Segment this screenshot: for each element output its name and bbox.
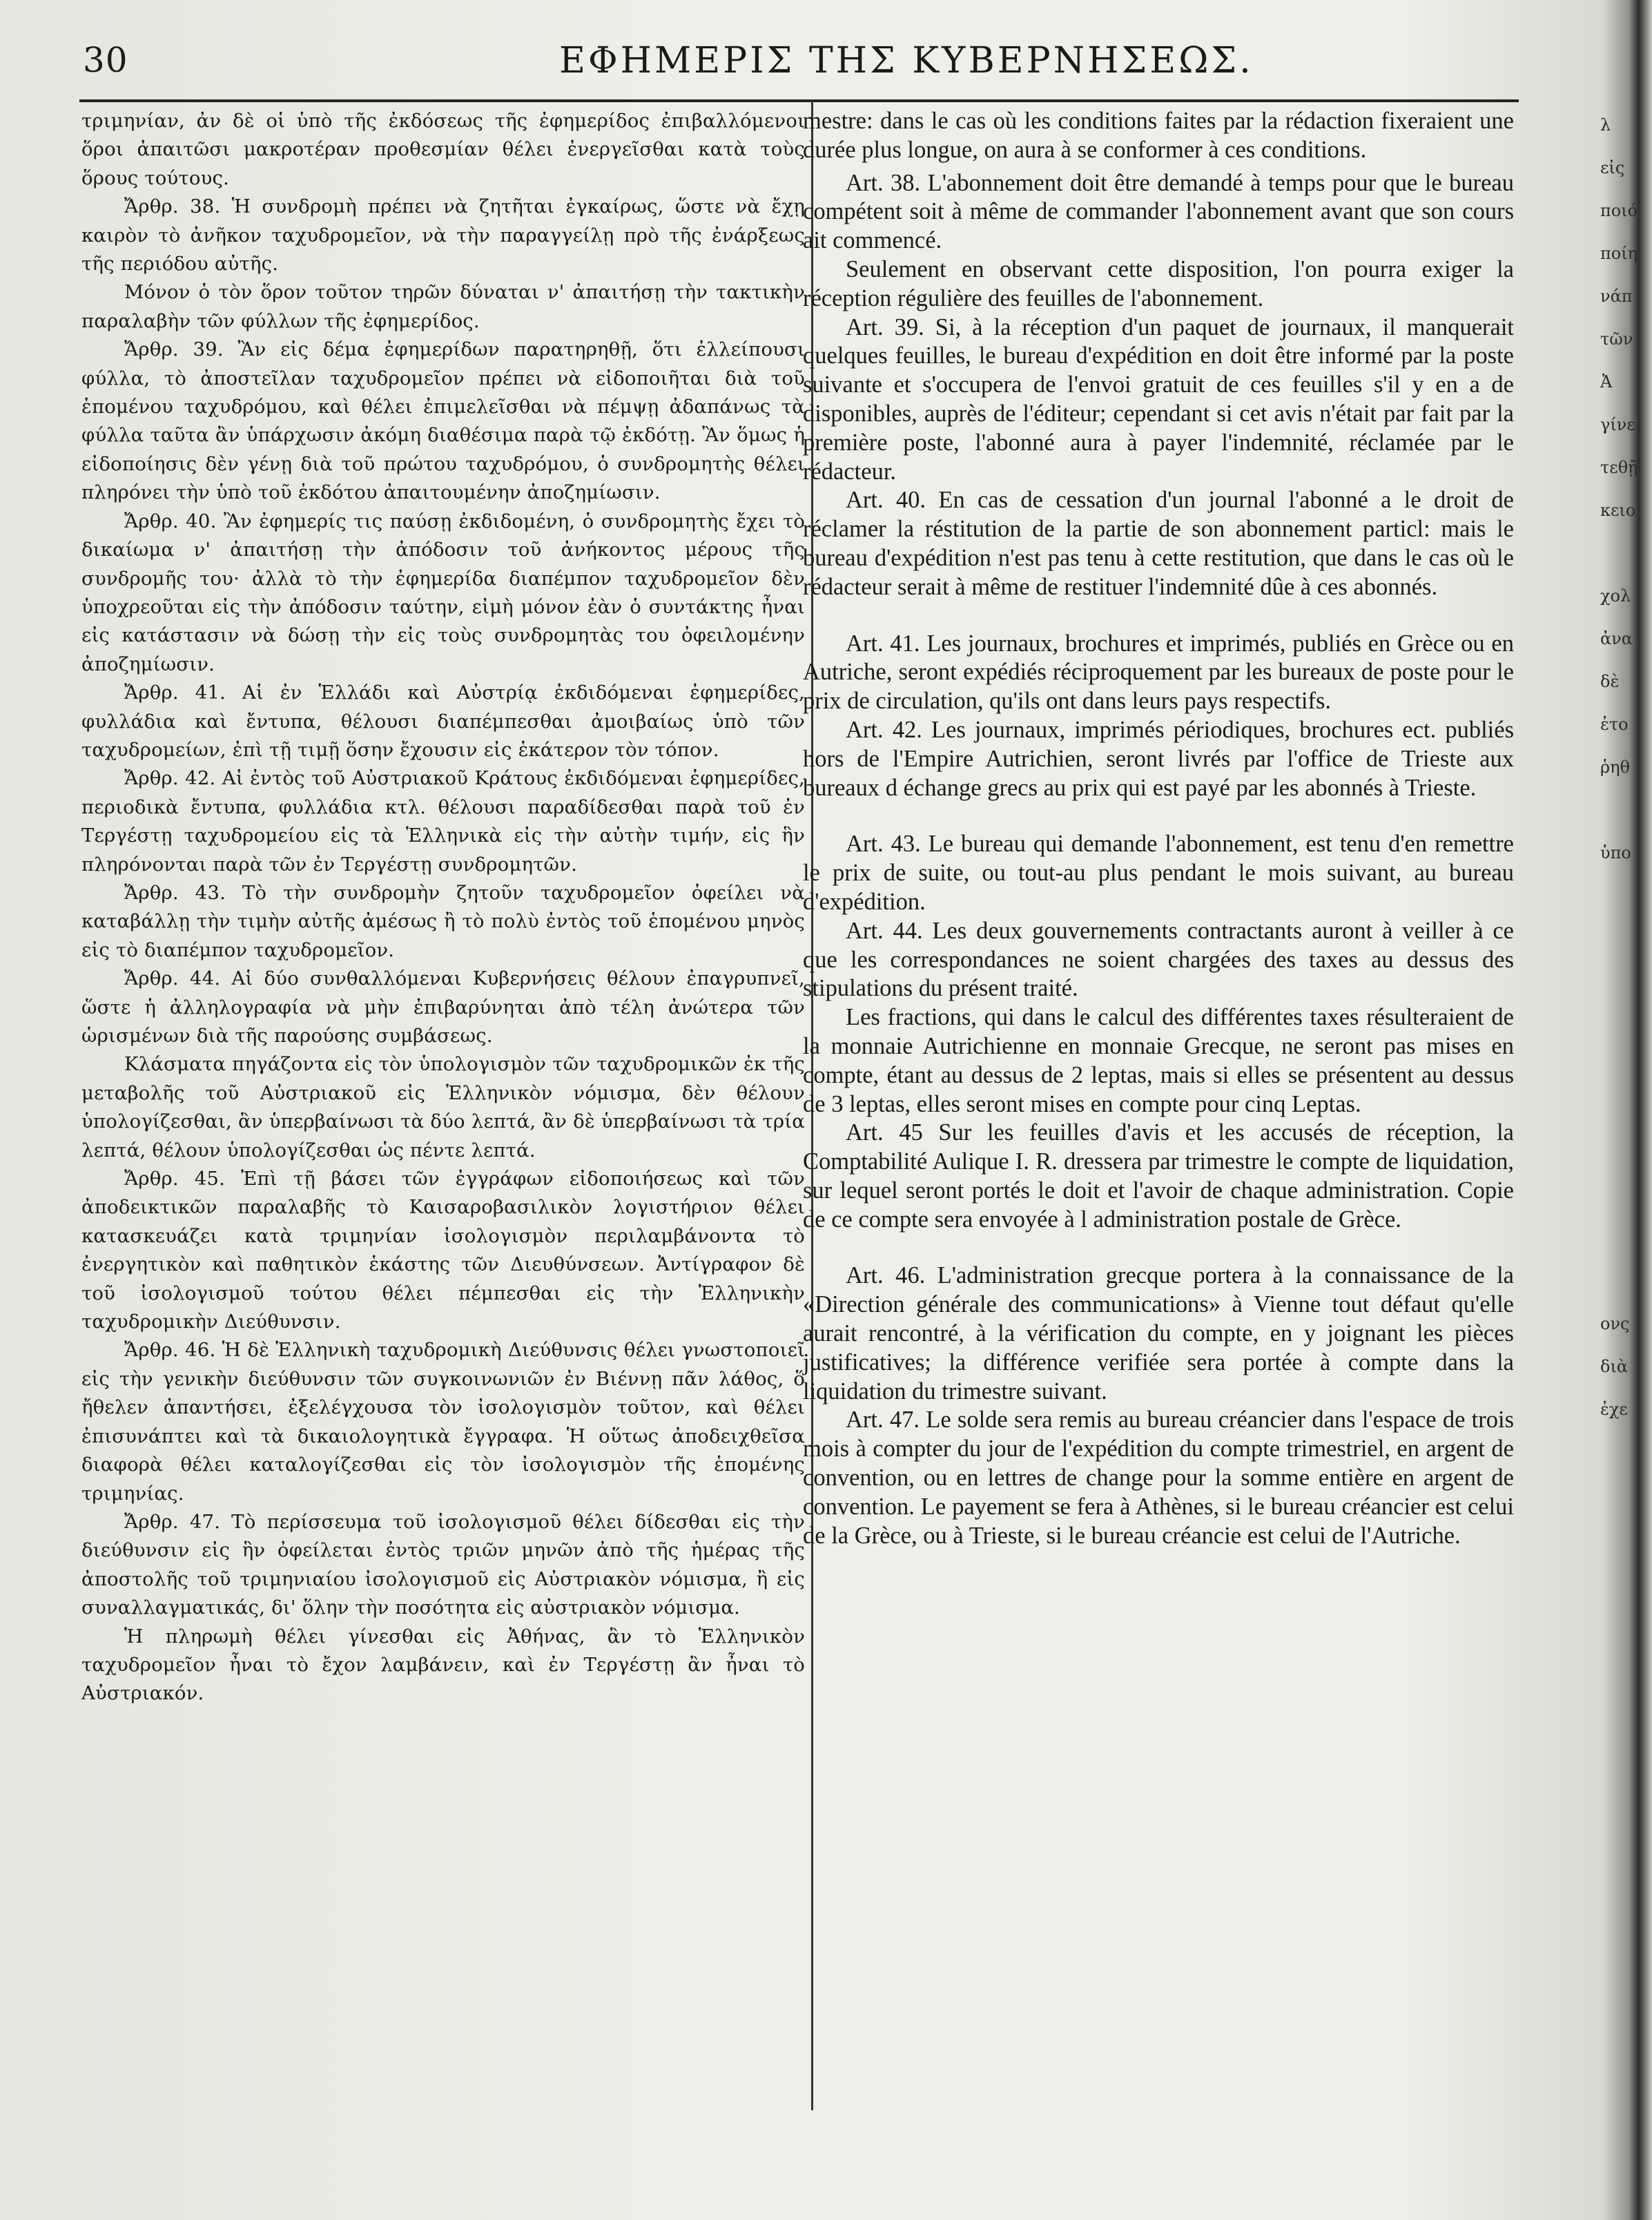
adjacent-page-edge bbox=[1600, 104, 1652, 2106]
page-header bbox=[83, 40, 1574, 88]
adjacent-page-fragment: ἐχε bbox=[1600, 1400, 1628, 1419]
greek-paragraph: Ἡ πληρωμὴ θέλει γίνεσθαι εἰς Ἀθήνας, ἂν τὸ Ἑλληνικὸν ταχυδρομεῖον ἦναι τὸ ἔχον λαμβάνειν, καὶ ἐν Τεργέστῃ ἂν ἦναι τὸ Αὐστριακόν. bbox=[81, 1625, 805, 1705]
adjacent-page-fragment: ἀνα bbox=[1600, 629, 1633, 648]
greek-paragraph: Μόνον ὁ τὸν ὅρον τοῦτον τηρῶν δύναται ν' ἀπαιτήσῃ τὴν τακτικὴν παραλαβὴν τῶν φύλλων τῆς ἐφημερίδος. bbox=[81, 281, 805, 332]
page-number: 30 bbox=[83, 40, 128, 80]
greek-article-41: Ἄρθρ. 41. Αἱ ἐν Ἑλλάδι καὶ Αὐστρίᾳ ἐκδιδόμεναι ἐφημερίδες, φυλλάδια καὶ ἔντυπα, θέλουσι διαπέμπεσθαι ἀμοιβαίως ὑπὸ τῶν ταχυδρομείων, ἐπὶ τῇ τιμῇ ὅσην ἔχουσιν εἰς ἑκάτερον τὸν τόπον. bbox=[81, 682, 805, 761]
french-article-47: Art. 47. Le solde sera remis au bureau créancier dans l'espace de trois mois à compter du jour de l'expédition du compte trimestriel, en argent de convention, ou en lettres de change pour la somme entière en argent de convention. Le payement se fera à Athènes, si le bureau créancier est celui de la Grèce, ou à Trieste, si le bureau créancie est celui de l'Autriche. bbox=[803, 1407, 1514, 1549]
adjacent-page-fragment bbox=[1600, 532, 1652, 575]
adjacent-page-fragment: ονς bbox=[1600, 1314, 1630, 1333]
adjacent-page-fragment bbox=[1600, 917, 1652, 960]
adjacent-page-fragment: εἰς bbox=[1600, 158, 1625, 177]
french-article-42: Art. 42. Les journaux, imprimés périodiques, brochures ect. publiés hors de l'Empire Autrichien, seront livrés par l'office de Trieste aux bureaux d échange grecs au prix qui est payé par les abonnés à Trieste. bbox=[803, 716, 1514, 801]
french-article-38: Art. 38. L'abonnement doit être demandé à temps pour que le bureau compétent soit à même de commander l'abonnement avant que son cours ait commencé. bbox=[803, 169, 1514, 254]
french-text-column bbox=[803, 107, 1514, 1550]
adjacent-page-fragment bbox=[1600, 1259, 1652, 1302]
adjacent-page-fragment: γίνε bbox=[1600, 415, 1635, 434]
greek-article-47: Ἄρθρ. 47. Τὸ περίσσευμα τοῦ ἰσολογισμοῦ θέλει δίδεσθαι εἰς τὴν διεύθυνσιν εἰς ἣν ὀφείλεται ἐντὸς τριῶν μηνῶν ἀπὸ τῆς ἡμέρας τῆς ἀποστολῆς τοῦ τριμηνιαίου ἰσολογισμοῦ εἰς Αὐστριακὸν νόμισμα, ἢ εἰς συναλλαγματικάς, δι' ὅλην τὴν ποσότητα εἰς αὐστριακὸν νόμισμα. bbox=[81, 1510, 805, 1619]
adjacent-page-fragment bbox=[1600, 789, 1652, 831]
greek-article-44: Ἄρθρ. 44. Αἱ δύο συνθαλλόμεναι Κυβερνήσεις θέλουν ἐπαγρυπνεῖ, ὥστε ἡ ἀλληλογραφία νὰ μὴν ἐπιβαρύνηται ἀπὸ τέλη ἀνώτερα τῶν ὡρισμένων διὰ τῆς παρούσης συμβάσεως. bbox=[81, 967, 805, 1047]
greek-article-40: Ἄρθρ. 40. Ἂν ἐφημερίς τις παύσῃ ἐκδιδομένη, ὁ συνδρομητὴς ἔχει τὸ δικαίωμα ν' ἀπαιτήσῃ τὴν ἀπόδοσιν τοῦ ἀνήκοντος μέρους τῆς συνδρομῆς του· ἀλλὰ τὸ τὴν ἐφημερίδα διαπέμπον ταχυδρομεῖον δὲν ὑποχρεοῦται εἰς τὴν ἀπόδοσιν ταύτην, εἰμὴ μόνον ἐὰν ὁ συντάκτης ἦναι εἰς κατάστασιν νὰ δώσῃ τὴν εἰς τοὺς συνδρομητὰς του ὀφειλομένην ἀποζημίωσιν. bbox=[81, 510, 805, 675]
adjacent-page-fragment bbox=[1600, 1088, 1652, 1131]
adjacent-page-fragment bbox=[1600, 1003, 1652, 1045]
adjacent-page-fragment bbox=[1600, 1045, 1652, 1088]
greek-article-45: Ἄρθρ. 45. Ἐπὶ τῇ βάσει τῶν ἐγγράφων εἰδοποιήσεως καὶ τῶν ἀποδεικτικῶν παραλαβῆς τὸ Καισαροβασιλικὸν λογιστήριον θέλει κατασκευάζει κατὰ τριμηνίαν ἰσολογισμὸν περιλαμβάνοντα τὸ ἐνεργητικὸν καὶ παθητικὸν ἑκάστης τῶν Διευθύνσεων. Ἀντίγραφον δὲ τοῦ ἰσολογισμοῦ τούτου θέλει πέμπεσθαι εἰς τὴν Ἑλληνικὴν ταχυδρομικὴν Διεύθυνσιν. bbox=[81, 1168, 805, 1333]
adjacent-page-fragment: διὰ bbox=[1600, 1357, 1629, 1376]
french-article-39: Art. 39. Si, à la réception d'un paquet de journaux, il manquerait quelques feuilles, le bureau d'expédition en doit être informé par la poste suivante et s'occupera de l'envoi gratuit de ces feuilles s'il y en a de disponibles, auprès de l'éditeur; cependant si cet avis n'était par fait par la première poste, l'abonné aura à payer l'indemnité, réclamée par le rédacteur. bbox=[803, 313, 1514, 485]
greek-article-39: Ἄρθρ. 39. Ἂν εἰς δέμα ἐφημερίδων παρατηρηθῇ, ὅτι ἐλλείπουσι φύλλα, τὸ ἀποστεῖλαν ταχυδρομεῖον πρέπει νὰ εἰδοποιῆται διὰ τοῦ ἑπομένου ταχυδρόμου, καὶ θέλει ἐπιμελεῖσθαι νὰ πέμψῃ ἀδαπάνως τὰ φύλλα ταῦτα ἂν ὑπάρχωσιν ἀκόμη διαθέσιμα παρὰ τῷ ἐκδότῃ. Ἂν ὅμως ἡ εἰδοποίησις δὲν γένῃ διὰ τοῦ πρώτου ταχυδρόμου, ὁ συνδρομητὴς θέλει πληρόνει τὴν ὑπὸ τοῦ ἐκδότου ἀπαιτουμένην ἀποζημίωσιν. bbox=[81, 338, 805, 504]
adjacent-page-fragment: ὑπο bbox=[1600, 843, 1631, 862]
adjacent-page-fragment bbox=[1600, 1131, 1652, 1174]
adjacent-page-fragment: τῶν bbox=[1600, 329, 1633, 349]
greek-paragraph: Κλάσματα πηγάζοντα εἰς τὸν ὑπολογισμὸν τῶν ταχυδρομικῶν ἐκ τῆς μεταβολῆς τοῦ Αὐστριακοῦ εἰς Ἑλληνικὸν νόμισμα, δὲν θέλουν ὑπολογίζεσθαι, ἂν ὑπερβαίνωσι τὰ δύο λεπτά, ἂν δὲ ὑπερβαίνωσι τὰ τρία λεπτά, θέλουν ὑπολογίζεσθαι ὡς πέντε λεπτά. bbox=[81, 1053, 805, 1161]
french-article-44: Art. 44. Les deux gouvernements contractants auront à veiller à ce que les correspondances ne soient chargées des taxes au dessus des stipulations du présent traité. bbox=[803, 917, 1514, 1002]
adjacent-page-fragment: ποιό bbox=[1600, 201, 1638, 220]
adjacent-page-fragment: ῥηθ bbox=[1600, 757, 1630, 777]
adjacent-page-fragment: κειο bbox=[1600, 501, 1636, 520]
adjacent-page-fragment: δὲ bbox=[1600, 672, 1620, 691]
french-article-43: Art. 43. Le bureau qui demande l'abonnement, est tenu d'en remettre le prix de suite, ou tout-au plus pendant le mois suivant, au bureau d'expédition. bbox=[803, 831, 1514, 915]
journal-title: ΕΦΗΜΕΡΙΣ ΤΗΣ ΚΥΒΕΡΝΗΣΕΩΣ. bbox=[559, 40, 1254, 81]
greek-article-46: Ἄρθρ. 46. Ἡ δὲ Ἑλληνικὴ ταχυδρομικὴ Διεύθυνσις θέλει γνωστοποιεῖ εἰς τὴν γενικὴν διεύθυνσιν τῶν συγκοινωνιῶν ἐν Βιέννῃ πᾶν λάθος, ὅ ἤθελεν ἀπαντήσει, ἐξελέγχουσα τὸν ἰσολογισμὸν τοῦτον, καὶ θέλει ἐπισυνάπτει καὶ τὰ δικαιολογητικὰ ἔγγραφα. Ἡ οὕτως ἀποδειχθεῖσα διαφορὰ θέλει καταλογίζεσθαι εἰς τὸν ἰσολογισμὸν τῆς ἑπομένης τριμηνίας. bbox=[81, 1339, 805, 1505]
adjacent-page-fragment: χολ bbox=[1600, 586, 1631, 606]
greek-article-38: Ἄρθρ. 38. Ἡ συνδρομὴ πρέπει νὰ ζητῆται ἐγκαίρως, ὥστε νὰ ἔχῃ καιρὸν τὸ ἀνῆκον ταχυδρομεῖον, νὰ τὴν παραγγείλῃ πρὸ τῆς ἐνάρξεως τῆς περιόδου αὐτῆς. bbox=[81, 195, 805, 276]
french-article-41: Art. 41. Les journaux, brochures et imprimés, publiés en Grèce ou en Autriche, seront expédiés réciproquement par les bureaux de poste pour le prix de circulation, qu'ils ont dans leurs pays respectifs. bbox=[803, 630, 1514, 715]
french-article-46: Art. 46. L'administration grecque portera à la connaissance de la «Direction générale des communications» à Vienne tout défaut qu'elle aurait rencontré, à la vérification du compte, en y joignant les pièces justificatives; la différence verifiée sera portée à compte dans la liquidation du trimestre suivant. bbox=[803, 1262, 1514, 1405]
adjacent-page-fragment: νάπ bbox=[1600, 287, 1633, 306]
header-rule bbox=[79, 99, 1519, 102]
french-paragraph: Seulement en observant cette disposition, l'on pourra exiger la réception régulière des feuilles de l'abonnement. bbox=[803, 255, 1514, 311]
french-article-40: Art. 40. En cas de cessation d'un journal l'abonné a le droit de réclamer la réstitution de la partie de son abonnement particl: mais le bureau d'expédition n'est pas tenu à cette restitution, que dans le cas où le rédacteur serait à même de restituer l'indemnité dûe à ces abonnés. bbox=[803, 487, 1514, 600]
greek-text-column bbox=[81, 107, 805, 1708]
french-paragraph: Les fractions, qui dans le calcul des différentes taxes résulteraient de la monnaie Autrichienne en monnaie Grecque, ne seront pas mises en compte, étant au dessus de 2 leptas, mais si elles se présentent au dessus de 3 leptas, elles seront mises en compte pour cinq Leptas. bbox=[803, 1004, 1514, 1117]
adjacent-page-fragment: Ἀ bbox=[1600, 372, 1613, 392]
adjacent-page-fragment: ποίη bbox=[1600, 244, 1638, 263]
french-paragraph: mestre: dans le cas où les conditions faites par la rédaction fixeraient une durée plus longue, on aura à se conformer à ces conditions. bbox=[803, 108, 1514, 163]
adjacent-page-fragment: λ bbox=[1600, 115, 1611, 135]
french-article-45: Art. 45 Sur les feuilles d'avis et les accusés de réception, la Comptabilité Aulique I. R. dressera par trimestre le compte de liquidation, sur lequel seront portés le doit et l'avoir de chaque administration. Copie de ce compte sera envoyée à l administration postale de Grèce. bbox=[803, 1119, 1514, 1233]
adjacent-page-fragment: ἐτο bbox=[1600, 715, 1629, 734]
greek-article-42: Ἄρθρ. 42. Αἱ ἐντὸς τοῦ Αὐστριακοῦ Κράτους ἐκδιδόμεναι ἐφημερίδες, περιοδικὰ ἔντυπα, φυλλάδια κτλ. θέλουσι παραδίδεσθαι παρὰ τοῦ ἐν Τεργέστῃ ταχυδρομείου εἰς τὰ Ἑλληνικὰ εἰς τὴν αὐτὴν τιμήν, εἰς ἣν πληρόνονται παρὰ τῶν ἐν Τεργέστῃ συνδρομητῶν. bbox=[81, 767, 805, 876]
adjacent-page-fragment: τεθῇ bbox=[1600, 458, 1638, 477]
adjacent-page-fragment bbox=[1600, 960, 1652, 1003]
adjacent-page-fragment bbox=[1600, 1217, 1652, 1259]
adjacent-page-fragment bbox=[1600, 1174, 1652, 1217]
adjacent-page-fragment bbox=[1600, 874, 1652, 917]
greek-article-43: Ἄρθρ. 43. Τὸ τὴν συνδρομὴν ζητοῦν ταχυδρομεῖον ὀφείλει νὰ καταβάλλῃ τὴν τιμὴν αὐτῆς ἀμέσως ἢ τὸ πολὺ ἐντὸς τοῦ ἑπομένου μηνὸς εἰς τὸ διαπέμπον ταχυδρομεῖον. bbox=[81, 881, 805, 961]
greek-paragraph: τριμηνίαν, ἀν δὲ οἱ ὑπὸ τῆς ἐκδόσεως τῆς ἐφημερίδος ἐπιβαλλόμενοι ὅροι ἀπαιτῶσι μακροτέραν προθεσμίαν θέλει ἐνεργεῖσθαι κατὰ τοὺς ὅρους τούτους. bbox=[81, 110, 805, 189]
